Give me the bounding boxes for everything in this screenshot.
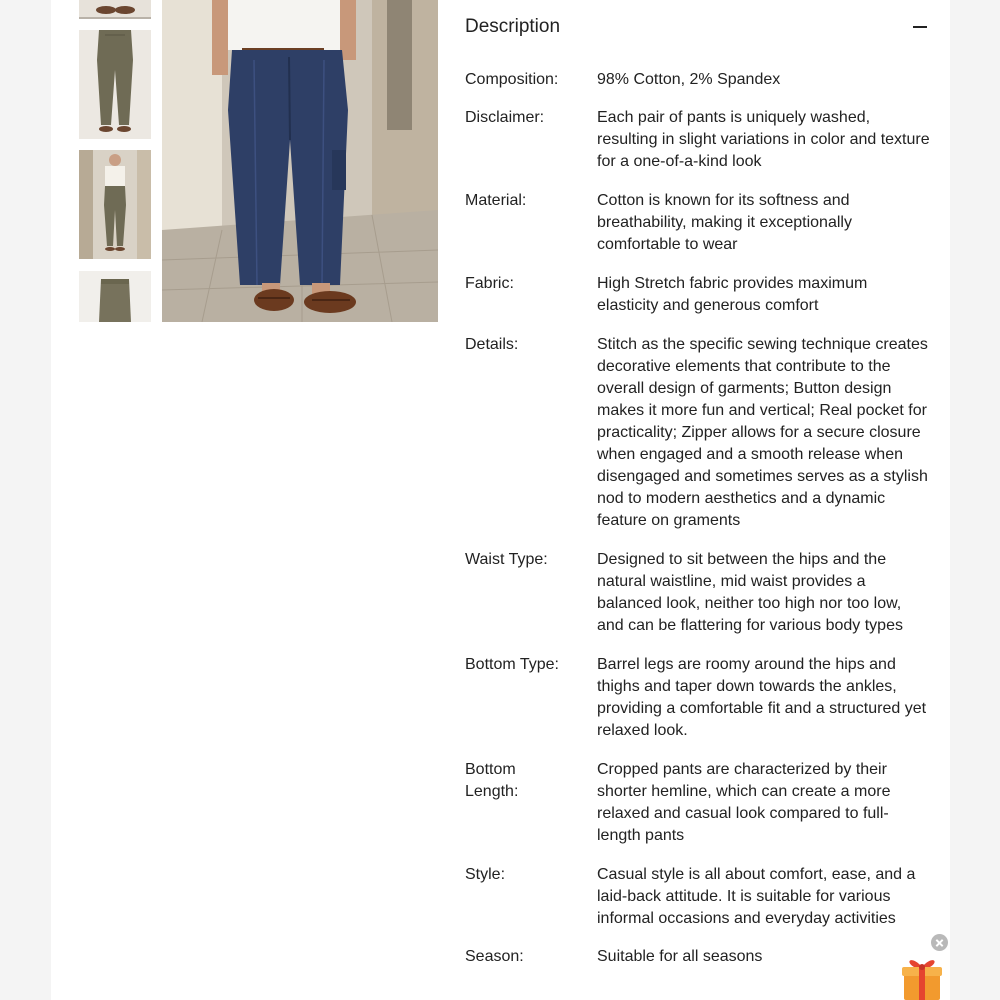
spec-label: Bottom Length: <box>465 761 519 800</box>
product-photo <box>162 0 438 322</box>
product-thumbnail-image <box>79 0 151 19</box>
spec-label: Fabric: <box>465 275 514 292</box>
spec-value: Designed to sit between the hips and the natural waistline, mid waist provides a balanced look, neither too high nor too low, and can be flattering for various body types <box>597 551 903 634</box>
product-thumbnail-image <box>79 150 151 259</box>
spec-label: Style: <box>465 866 506 883</box>
product-thumbnail-image <box>79 30 151 139</box>
product-thumbnail-3[interactable] <box>79 150 151 259</box>
description-section-header[interactable] <box>465 14 930 40</box>
spec-label: Composition: <box>465 71 559 88</box>
spec-value: Barrel legs are roomy around the hips and thighs and taper down towards the ankles, providing a comfortable fit and a structured yet relaxed look. <box>597 656 927 739</box>
product-thumbnail-2[interactable] <box>79 30 151 139</box>
gift-icon[interactable] <box>900 955 944 1000</box>
spec-value: Cropped pants are characterized by their shorter hemline, which can create a more relaxed and casual look compared to full-length pants <box>597 761 891 844</box>
spec-row-details <box>465 334 935 532</box>
product-thumbnail-image <box>79 271 151 322</box>
spec-value: Cotton is known for its softness and breathability, making it exceptionally comfortable to wear <box>597 192 852 253</box>
product-thumbnail-1[interactable] <box>79 0 151 19</box>
spec-row-material <box>465 190 935 256</box>
spec-row-fabric <box>465 273 935 317</box>
gift-box-graphic <box>900 955 944 1000</box>
minus-icon[interactable] <box>912 19 928 35</box>
close-icon[interactable] <box>931 934 948 951</box>
spec-label: Season: <box>465 948 524 965</box>
spec-label: Waist Type: <box>465 551 548 568</box>
spec-value: 98% Cotton, 2% Spandex <box>597 71 781 88</box>
spec-value: High Stretch fabric provides maximum elasticity and generous comfort <box>597 275 868 314</box>
spec-row-season <box>465 946 935 968</box>
spec-value: Stitch as the specific sewing technique creates decorative elements that contribute to the overall design of garments; Button design makes it more fun and vertical; Real pocket for practicality; Zipper allows for a secure closure when engaged and a smooth release when disengaged and sometimes serves as a stylish nod to modern aesthetics and a dynamic feature on graments <box>597 336 928 529</box>
spec-row-bottom-length <box>465 759 935 847</box>
spec-row-bottom-type <box>465 654 935 742</box>
spec-value: Each pair of pants is uniquely washed, resulting in slight variations in color and texture for a one-of-a-kind look <box>597 109 930 170</box>
spec-value: Suitable for all seasons <box>597 948 763 965</box>
spec-row-waist-type <box>465 549 935 637</box>
product-main-image[interactable] <box>162 0 438 322</box>
spec-value: Casual style is all about comfort, ease, and a laid-back attitude. It is suitable for various informal occasions and everyday activities <box>597 866 916 927</box>
spec-label: Details: <box>465 336 519 353</box>
spec-label: Material: <box>465 192 527 209</box>
spec-row-style <box>465 864 935 930</box>
description-title: Description <box>465 16 561 37</box>
spec-label: Disclaimer: <box>465 109 545 126</box>
spec-row-disclaimer <box>465 107 935 173</box>
spec-row-composition <box>465 69 935 91</box>
spec-label: Bottom Type: <box>465 656 559 673</box>
product-thumbnail-4[interactable] <box>79 271 151 322</box>
